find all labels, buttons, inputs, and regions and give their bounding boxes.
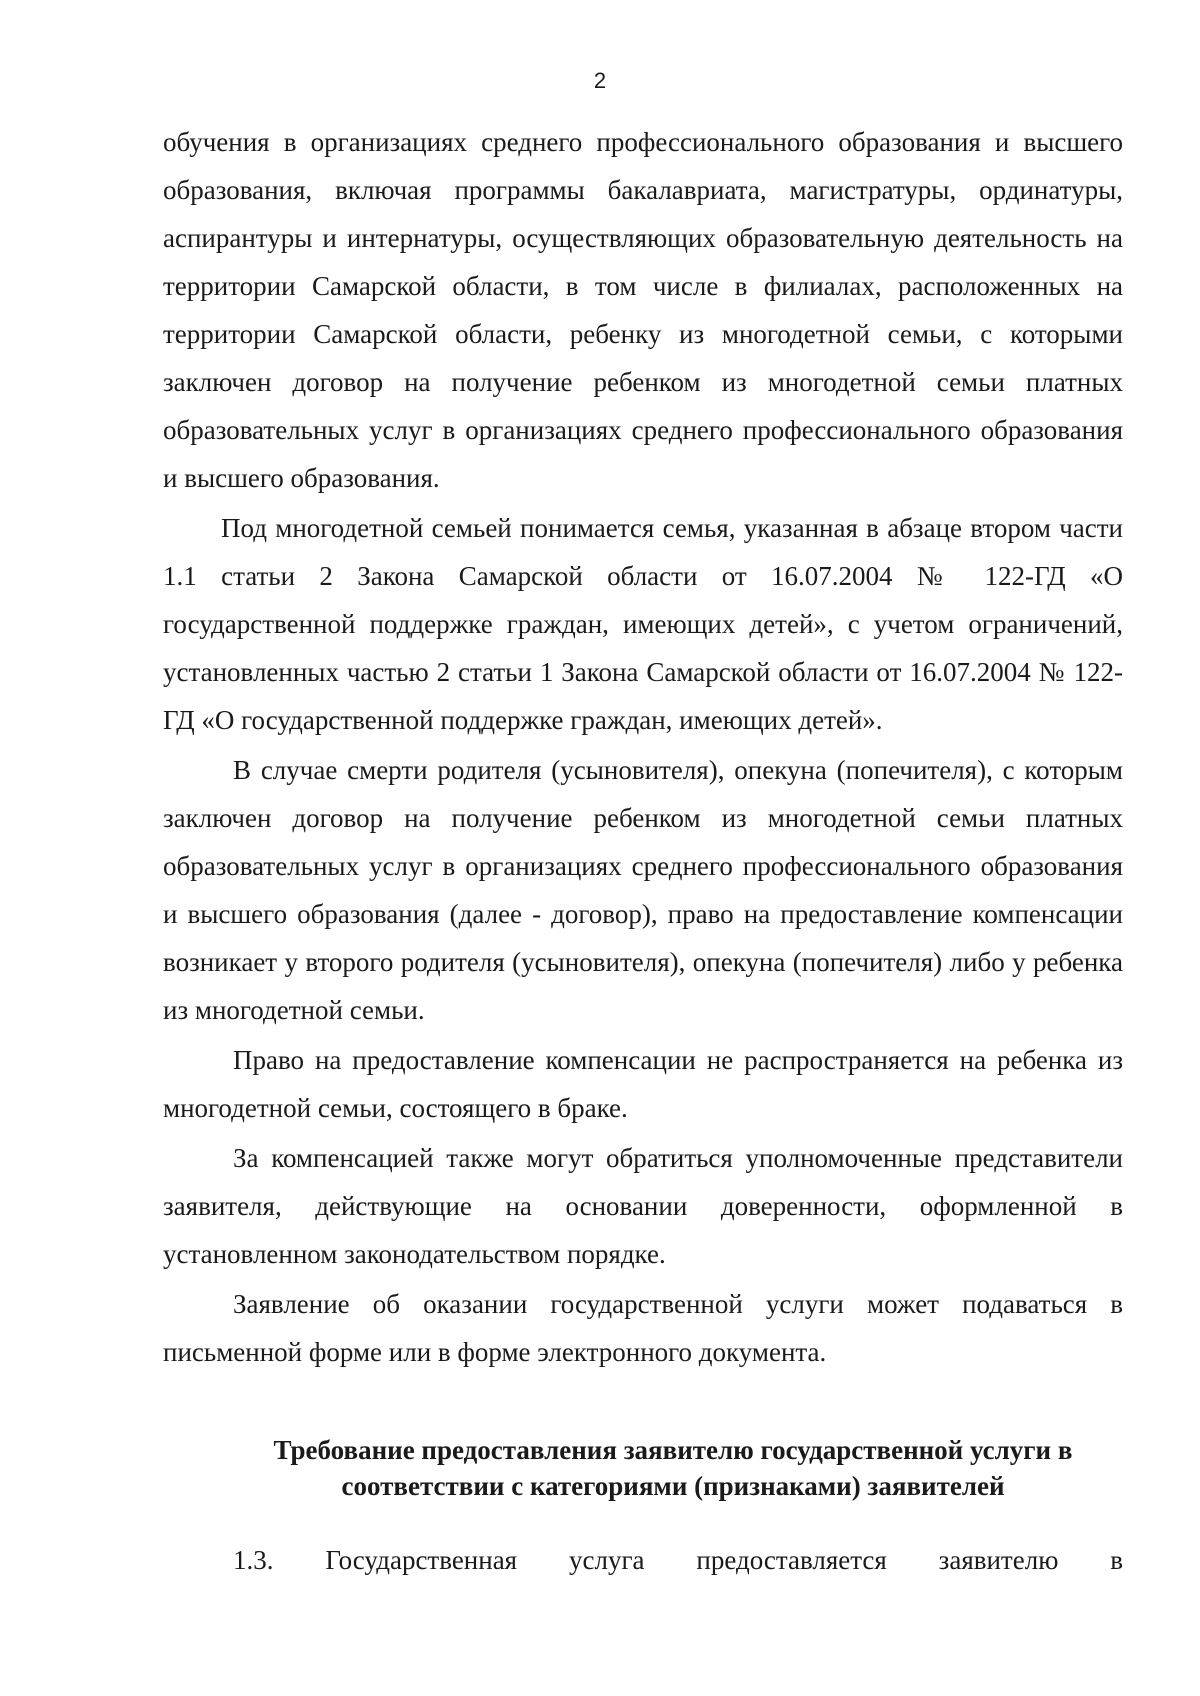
paragraph-large-family-definition: Под многодетной семьей понимается семья, указанная в абзаце втором части 1.1 статьи 2 Закона Самарской области от 16.07.2004 № 122-ГД «О государственной поддержке граждан, имеющих детей», с учетом ограничений, установленных частью 2 статьи 1 Закона Самарской области от 16.07.2004 № 122-ГД «О государственной поддержке граждан, имеющих детей». <box>163 513 1123 735</box>
document-body <box>163 118 1123 1584</box>
section-heading-line-2: соответствии с категориями (признаками) заявителей <box>341 1471 1005 1501</box>
paragraph-continuation: обучения в организациях среднего профессионального образования и высшего образования, включая программы бакалавриата, магистратуры, ординатуры, аспирантуры и интернатуры, осуществляющих образовательную деятельность на территории Самарской области, в том числе в филиалах, расположенных на территории Самарской области, ребенку из многодетной семьи, с которыми заключен договор на получение ребенком из многодетной семьи платных образовательных услуг в организациях среднего профессионального образования и высшего образования. <box>163 127 1123 493</box>
paragraph-application-form: Заявление об оказании государственной услуги может подаваться в письменной форме или в форме электронного документа. <box>163 1289 1123 1367</box>
page-number: 2 <box>593 68 607 93</box>
paragraph-representatives: За компенсацией также могут обратиться уполномоченные представители заявителя, действующие на основании доверенности, оформленной в установленном законодательством порядке. <box>163 1143 1123 1269</box>
paragraph-married-child: Право на предоставление компенсации не распространяется на ребенка из многодетной семьи, состоящего в браке. <box>163 1045 1123 1123</box>
section-heading <box>163 1432 1123 1504</box>
paragraph-parent-death: В случае смерти родителя (усыновителя), опекуна (попечителя), с которым заключен договор на получение ребенком из многодетной семьи платных образовательных услуг в организациях среднего профессионального образования и высшего образования (далее - договор), право на предоставление компенсации возникает у второго родителя (усыновителя), опекуна (попечителя) либо у ребенка из многодетной семьи. <box>163 755 1123 1025</box>
section-heading-line-1: Требование предоставления заявителю государственной услуги в <box>273 1435 1073 1465</box>
paragraph-1-3: 1.3. Государственная услуга предоставляется заявителю в <box>233 1545 1123 1575</box>
